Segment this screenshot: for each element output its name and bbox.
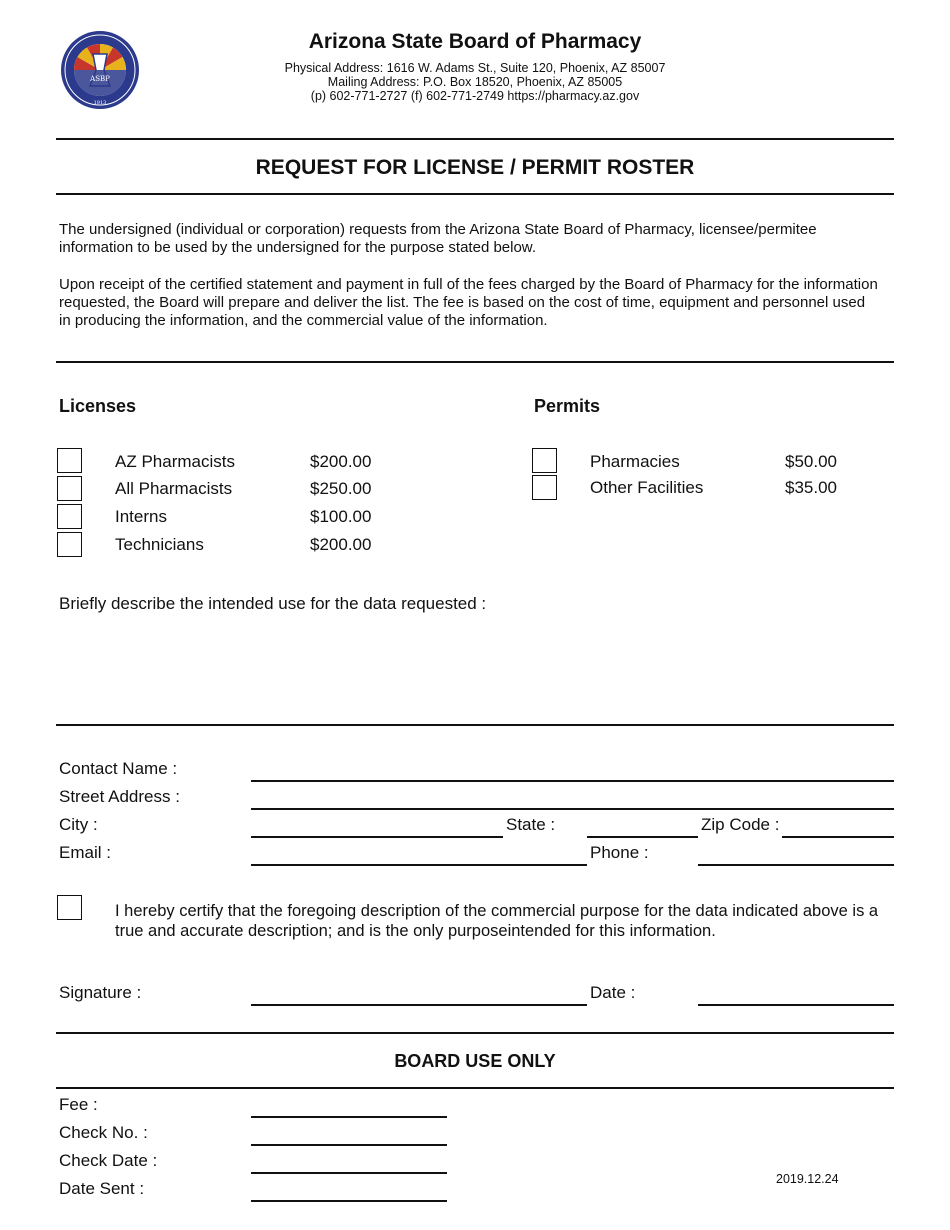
fee-label: Fee : bbox=[59, 1095, 98, 1114]
email-label: Email : bbox=[59, 843, 111, 862]
street-address-label: Street Address : bbox=[59, 787, 180, 806]
divider bbox=[56, 193, 894, 195]
certify-checkbox[interactable] bbox=[57, 895, 82, 920]
checkbox-pharmacies[interactable] bbox=[532, 448, 557, 473]
date-sent-label: Date Sent : bbox=[59, 1179, 145, 1198]
signature-field[interactable] bbox=[251, 1004, 587, 1006]
licenses-heading: Licenses bbox=[59, 396, 137, 416]
signature-label: Signature : bbox=[59, 983, 142, 1002]
license-price: $100.00 bbox=[310, 507, 372, 526]
date-sent-field[interactable] bbox=[251, 1200, 447, 1202]
checkbox-all-pharmacists[interactable] bbox=[57, 476, 82, 501]
divider bbox=[56, 724, 894, 726]
city-field[interactable] bbox=[251, 836, 503, 838]
svg-text:ASBP: ASBP bbox=[90, 75, 110, 83]
license-label: Interns bbox=[115, 507, 167, 526]
intended-use-label: Briefly describe the intended use for the data requested : bbox=[59, 594, 487, 613]
check-no-label: Check No. : bbox=[59, 1123, 148, 1142]
intro-paragraph-1: The undersigned (individual or corporation) requests from the Arizona State Board of Pharmacy, licensee/permitee information to be used by the undersigned for the purpose stated below. bbox=[59, 221, 817, 256]
certify-text: I hereby certify that the foregoing description of the commercial purpose for the data indicated above is a true and accurate description; and is the only purposeintended for this information. bbox=[115, 902, 879, 940]
state-label: State : bbox=[506, 815, 556, 834]
check-date-label: Check Date : bbox=[59, 1151, 158, 1170]
divider bbox=[56, 138, 894, 140]
check-no-field[interactable] bbox=[251, 1144, 447, 1146]
email-field[interactable] bbox=[251, 864, 587, 866]
contact-name-label: Contact Name : bbox=[59, 759, 178, 778]
revision-date: 2019.12.24 bbox=[776, 1172, 839, 1186]
checkbox-az-pharmacists[interactable] bbox=[57, 448, 82, 473]
license-price: $200.00 bbox=[310, 452, 372, 471]
permit-price: $35.00 bbox=[785, 478, 837, 497]
contact-name-field[interactable] bbox=[251, 780, 894, 782]
org-name: Arizona State Board of Pharmacy bbox=[308, 30, 642, 53]
license-label: AZ Pharmacists bbox=[115, 452, 235, 471]
permits-heading: Permits bbox=[534, 396, 601, 416]
phone-field[interactable] bbox=[698, 864, 894, 866]
divider bbox=[56, 1087, 894, 1089]
permit-label: Pharmacies bbox=[590, 452, 680, 471]
physical-address: Physical Address: 1616 W. Adams St., Suite 120, Phoenix, AZ 85007 bbox=[284, 61, 666, 75]
license-price: $250.00 bbox=[310, 479, 372, 498]
svg-text:1913: 1913 bbox=[93, 100, 107, 106]
intro-paragraph-2: Upon receipt of the certified statement and payment in full of the fees charged by the Board of Pharmacy for the information requested, the Board will prepare and deliver the list. The fee is based on the cost of time, equipment and personnel used in producing the information, and the commercial value of the information. bbox=[59, 276, 878, 329]
permit-label: Other Facilities bbox=[590, 478, 704, 497]
permit-price: $50.00 bbox=[785, 452, 837, 471]
checkbox-interns[interactable] bbox=[57, 504, 82, 529]
license-label: All Pharmacists bbox=[115, 479, 233, 498]
checkbox-other-facilities[interactable] bbox=[532, 475, 557, 500]
checkbox-technicians[interactable] bbox=[57, 532, 82, 557]
form-title: REQUEST FOR LICENSE / PERMIT ROSTER bbox=[255, 156, 695, 179]
divider bbox=[56, 361, 894, 363]
intro-text bbox=[59, 221, 879, 330]
license-label: Technicians bbox=[115, 535, 204, 554]
contact-line: (p) 602-771-2727 (f) 602-771-2749 https://pharmacy.az.gov bbox=[310, 89, 640, 103]
city-label: City : bbox=[59, 815, 98, 834]
zip-label: Zip Code : bbox=[701, 815, 780, 834]
street-address-field[interactable] bbox=[251, 808, 894, 810]
date-field[interactable] bbox=[698, 1004, 894, 1006]
mailing-address: Mailing Address: P.O. Box 18520, Phoenix, AZ 85005 bbox=[327, 75, 623, 89]
divider bbox=[56, 1032, 894, 1034]
phone-label: Phone : bbox=[590, 843, 649, 862]
date-label: Date : bbox=[590, 983, 636, 1002]
board-use-heading: BOARD USE ONLY bbox=[394, 1051, 556, 1071]
zip-field[interactable] bbox=[782, 836, 894, 838]
license-price: $200.00 bbox=[310, 535, 372, 554]
state-field[interactable] bbox=[587, 836, 698, 838]
fee-field[interactable] bbox=[251, 1116, 447, 1118]
check-date-field[interactable] bbox=[251, 1172, 447, 1174]
intended-use-field[interactable] bbox=[59, 620, 889, 715]
